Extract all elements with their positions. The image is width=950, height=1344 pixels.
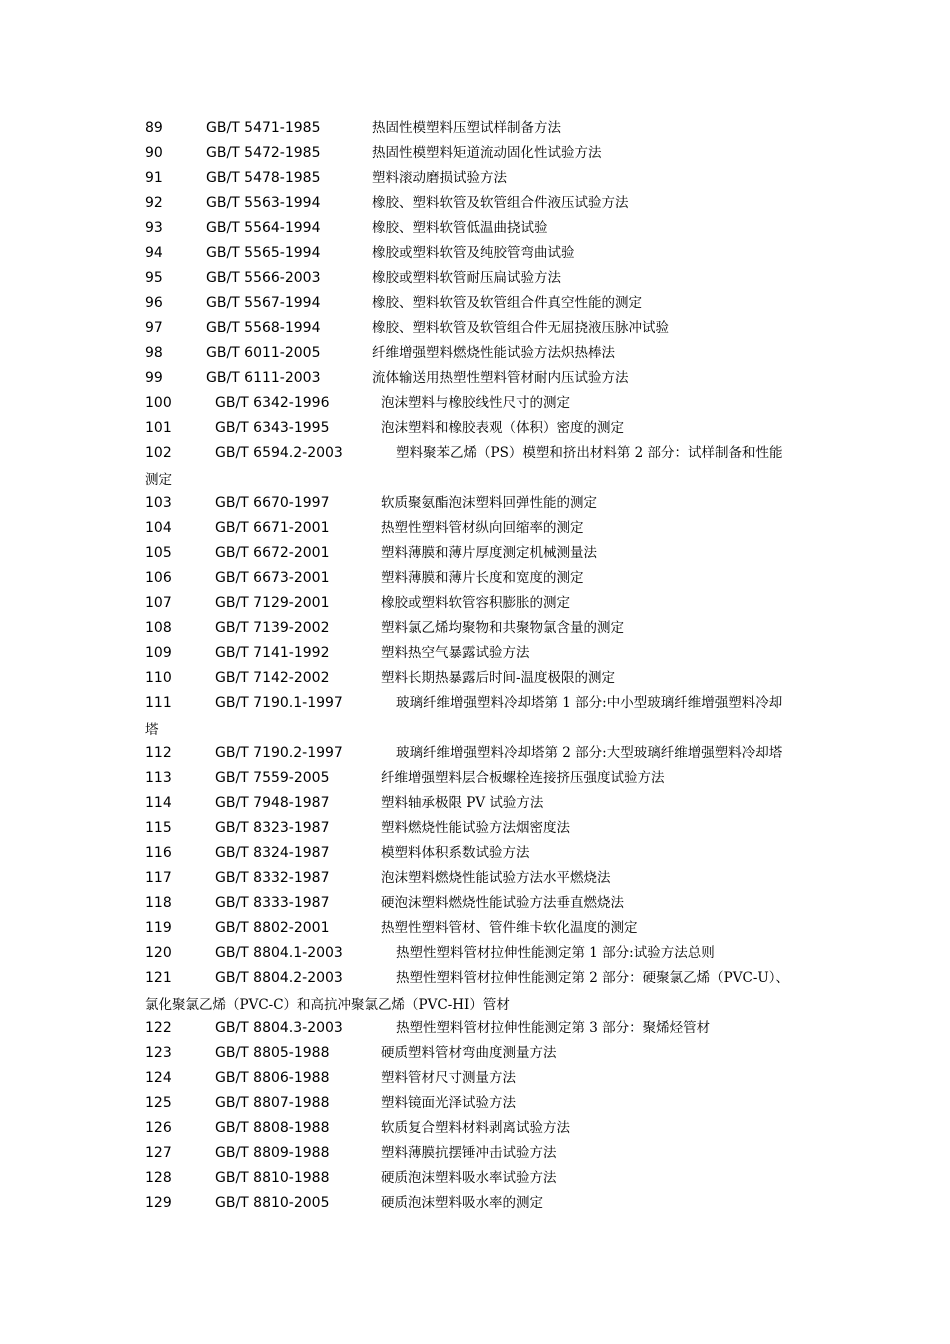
standard-title: 塑料氯乙烯均聚物和共聚物氯含量的测定 <box>381 620 624 636</box>
standard-title: 热塑性塑料管材拉伸性能测定第 2 部分：硬聚氯乙烯（PVC-U）、 <box>396 970 790 986</box>
standard-code: GB/T 6594.2-2003 <box>215 445 343 461</box>
list-item <box>145 741 815 766</box>
list-item <box>145 266 815 291</box>
list-item <box>145 516 815 541</box>
item-number: 107 <box>145 595 172 611</box>
list-item <box>145 366 815 391</box>
standard-code: GB/T 5478-1985 <box>206 170 321 186</box>
list-item <box>145 491 815 516</box>
standard-code: GB/T 6671-2001 <box>215 520 330 536</box>
list-item <box>145 1016 815 1041</box>
list-item <box>145 1166 815 1191</box>
list-item <box>145 541 815 566</box>
standard-code: GB/T 8808-1988 <box>215 1120 330 1136</box>
item-number: 94 <box>145 245 163 261</box>
standard-title: 玻璃纤维增强塑料冷却塔第 1 部分:中小型玻璃纤维增强塑料冷却 <box>396 695 783 711</box>
item-number: 89 <box>145 120 163 136</box>
standard-code: GB/T 8805-1988 <box>215 1045 330 1061</box>
standard-code: GB/T 5566-2003 <box>206 270 321 286</box>
standard-code: GB/T 6343-1995 <box>215 420 330 436</box>
standard-code: GB/T 5471-1985 <box>206 120 321 136</box>
standard-title-continuation: 氯化聚氯乙烯（PVC-C）和高抗冲聚氯乙烯（PVC-HI）管材 <box>145 997 510 1013</box>
item-number: 103 <box>145 495 172 511</box>
standard-title: 塑料镜面光泽试验方法 <box>381 1095 516 1111</box>
standard-code: GB/T 8332-1987 <box>215 870 330 886</box>
standard-title: 橡胶或塑料软管容积膨胀的测定 <box>381 595 570 611</box>
list-item <box>145 416 815 441</box>
standard-title: 硬泡沫塑料燃烧性能试验方法垂直燃烧法 <box>381 895 624 911</box>
standard-title: 塑料轴承极限 PV 试验方法 <box>381 795 544 811</box>
standard-code: GB/T 8802-2001 <box>215 920 330 936</box>
standard-code: GB/T 6342-1996 <box>215 395 330 411</box>
list-item <box>145 1116 815 1141</box>
list-item <box>145 691 815 716</box>
list-item <box>145 766 815 791</box>
standard-title: 热塑性塑料管材纵向回缩率的测定 <box>381 520 584 536</box>
list-item <box>145 1066 815 1091</box>
standard-code: GB/T 8804.2-2003 <box>215 970 343 986</box>
list-item <box>145 1041 815 1066</box>
standard-title: 热固性模塑料压塑试样制备方法 <box>372 120 561 136</box>
standard-title: 模塑料体积系数试验方法 <box>381 845 530 861</box>
standard-code: GB/T 5472-1985 <box>206 145 321 161</box>
list-item <box>145 391 815 416</box>
standard-title: 橡胶、塑料软管低温曲挠试验 <box>372 220 548 236</box>
standard-code: GB/T 8806-1988 <box>215 1070 330 1086</box>
list-item <box>145 191 815 216</box>
standard-title: 塑料燃烧性能试验方法烟密度法 <box>381 820 570 836</box>
standard-title: 玻璃纤维增强塑料冷却塔第 2 部分:大型玻璃纤维增强塑料冷却塔 <box>396 745 783 761</box>
standard-title: 塑料热空气暴露试验方法 <box>381 645 530 661</box>
standard-title: 软质聚氨酯泡沫塑料回弹性能的测定 <box>381 495 597 511</box>
item-number: 125 <box>145 1095 172 1111</box>
item-number: 112 <box>145 745 172 761</box>
standard-title: 泡沫塑料和橡胶表观（体积）密度的测定 <box>381 420 624 436</box>
item-number: 104 <box>145 520 172 536</box>
list-item <box>145 291 815 316</box>
item-number: 90 <box>145 145 163 161</box>
list-item <box>145 1091 815 1116</box>
standard-code: GB/T 6672-2001 <box>215 545 330 561</box>
list-item <box>145 891 815 916</box>
item-number: 95 <box>145 270 163 286</box>
list-item <box>145 841 815 866</box>
item-number: 110 <box>145 670 172 686</box>
standard-title: 硬质泡沫塑料吸水率试验方法 <box>381 1170 557 1186</box>
item-number: 93 <box>145 220 163 236</box>
standard-title: 软质复合塑料材料剥离试验方法 <box>381 1120 570 1136</box>
item-number: 128 <box>145 1170 172 1186</box>
standard-code: GB/T 8807-1988 <box>215 1095 330 1111</box>
item-number: 123 <box>145 1045 172 1061</box>
standard-code: GB/T 5563-1994 <box>206 195 321 211</box>
standard-title: 橡胶、塑料软管及软管组合件真空性能的测定 <box>372 295 642 311</box>
list-item <box>145 666 815 691</box>
item-number: 98 <box>145 345 163 361</box>
list-item <box>145 216 815 241</box>
item-number: 109 <box>145 645 172 661</box>
item-number: 108 <box>145 620 172 636</box>
item-number: 122 <box>145 1020 172 1036</box>
item-number: 106 <box>145 570 172 586</box>
item-number: 121 <box>145 970 172 986</box>
standard-code: GB/T 6670-1997 <box>215 495 330 511</box>
standard-title-continuation: 测定 <box>145 472 172 488</box>
standard-code: GB/T 6111-2003 <box>206 370 321 386</box>
item-number: 102 <box>145 445 172 461</box>
list-item <box>145 591 815 616</box>
item-number: 100 <box>145 395 172 411</box>
standard-code: GB/T 7142-2002 <box>215 670 330 686</box>
standard-title: 塑料薄膜和薄片长度和宽度的测定 <box>381 570 584 586</box>
list-item <box>145 116 815 141</box>
standard-code: GB/T 8804.3-2003 <box>215 1020 343 1036</box>
standard-code: GB/T 7948-1987 <box>215 795 330 811</box>
standard-code: GB/T 5564-1994 <box>206 220 321 236</box>
standard-title: 塑料长期热暴露后时间-温度极限的测定 <box>381 670 616 686</box>
list-item <box>145 341 815 366</box>
item-number: 126 <box>145 1120 172 1136</box>
list-item <box>145 866 815 891</box>
standard-title: 硬质泡沫塑料吸水率的测定 <box>381 1195 543 1211</box>
standard-code: GB/T 7129-2001 <box>215 595 330 611</box>
item-number: 115 <box>145 820 172 836</box>
list-item <box>145 241 815 266</box>
standard-title: 热塑性塑料管材拉伸性能测定第 1 部分:试验方法总则 <box>396 945 715 961</box>
list-item <box>145 916 815 941</box>
standard-code: GB/T 8809-1988 <box>215 1145 330 1161</box>
item-number: 117 <box>145 870 172 886</box>
standard-code: GB/T 8323-1987 <box>215 820 330 836</box>
item-number: 129 <box>145 1195 172 1211</box>
standard-code: GB/T 6011-2005 <box>206 345 321 361</box>
standard-title: 泡沫塑料燃烧性能试验方法水平燃烧法 <box>381 870 611 886</box>
item-number: 96 <box>145 295 163 311</box>
standard-title: 橡胶或塑料软管耐压扁试验方法 <box>372 270 561 286</box>
standard-title: 热固性模塑料矩道流动固化性试验方法 <box>372 145 602 161</box>
item-number: 92 <box>145 195 163 211</box>
standard-title: 硬质塑料管材弯曲度测量方法 <box>381 1045 557 1061</box>
standard-title: 塑料聚苯乙烯（PS）模塑和挤出材料第 2 部分：试样制备和性能 <box>396 445 783 461</box>
list-item <box>145 1141 815 1166</box>
item-number: 99 <box>145 370 163 386</box>
standard-code: GB/T 8333-1987 <box>215 895 330 911</box>
item-number: 120 <box>145 945 172 961</box>
standard-title: 橡胶或塑料软管及纯胶管弯曲试验 <box>372 245 575 261</box>
standard-code: GB/T 5565-1994 <box>206 245 321 261</box>
list-item <box>145 966 815 991</box>
item-number: 97 <box>145 320 163 336</box>
list-item <box>145 616 815 641</box>
list-item <box>145 1191 815 1216</box>
item-number: 111 <box>145 695 172 711</box>
standard-title: 塑料滚动磨损试验方法 <box>372 170 507 186</box>
standard-title: 热塑性塑料管材拉伸性能测定第 3 部分：聚烯烃管材 <box>396 1020 711 1036</box>
standard-code: GB/T 8324-1987 <box>215 845 330 861</box>
standard-code: GB/T 7190.1-1997 <box>215 695 343 711</box>
standard-code: GB/T 7141-1992 <box>215 645 330 661</box>
standard-code: GB/T 8810-1988 <box>215 1170 330 1186</box>
list-item <box>145 566 815 591</box>
standard-code: GB/T 8804.1-2003 <box>215 945 343 961</box>
standard-code: GB/T 5567-1994 <box>206 295 321 311</box>
standard-title: 塑料管材尺寸测量方法 <box>381 1070 516 1086</box>
item-number: 116 <box>145 845 172 861</box>
standard-title: 纤维增强塑料燃烧性能试验方法炽热棒法 <box>372 345 615 361</box>
standard-code: GB/T 7139-2002 <box>215 620 330 636</box>
list-item <box>145 166 815 191</box>
standard-code: GB/T 7559-2005 <box>215 770 330 786</box>
standard-title: 橡胶、塑料软管及软管组合件无屈挠液压脉冲试验 <box>372 320 669 336</box>
item-number: 119 <box>145 920 172 936</box>
item-number: 91 <box>145 170 163 186</box>
item-number: 124 <box>145 1070 172 1086</box>
list-item <box>145 791 815 816</box>
standard-title: 橡胶、塑料软管及软管组合件液压试验方法 <box>372 195 629 211</box>
standard-code: GB/T 5568-1994 <box>206 320 321 336</box>
standard-code: GB/T 7190.2-1997 <box>215 745 343 761</box>
list-item <box>145 941 815 966</box>
standard-code: GB/T 8810-2005 <box>215 1195 330 1211</box>
standard-code: GB/T 6673-2001 <box>215 570 330 586</box>
standard-title: 塑料薄膜和薄片厚度测定机械测量法 <box>381 545 597 561</box>
item-number: 113 <box>145 770 172 786</box>
standard-title: 流体输送用热塑性塑料管材耐内压试验方法 <box>372 370 629 386</box>
standard-title: 泡沫塑料与橡胶线性尺寸的测定 <box>381 395 570 411</box>
list-item <box>145 641 815 666</box>
item-number: 101 <box>145 420 172 436</box>
item-number: 127 <box>145 1145 172 1161</box>
item-number: 114 <box>145 795 172 811</box>
standard-title: 塑料薄膜抗摆锤冲击试验方法 <box>381 1145 557 1161</box>
list-item <box>145 316 815 341</box>
item-number: 118 <box>145 895 172 911</box>
standard-title-continuation: 塔 <box>145 722 159 738</box>
standard-title: 纤维增强塑料层合板螺栓连接挤压强度试验方法 <box>381 770 665 786</box>
standard-title: 热塑性塑料管材、管件维卡软化温度的测定 <box>381 920 638 936</box>
list-item <box>145 141 815 166</box>
list-item <box>145 816 815 841</box>
item-number: 105 <box>145 545 172 561</box>
list-item <box>145 441 815 466</box>
